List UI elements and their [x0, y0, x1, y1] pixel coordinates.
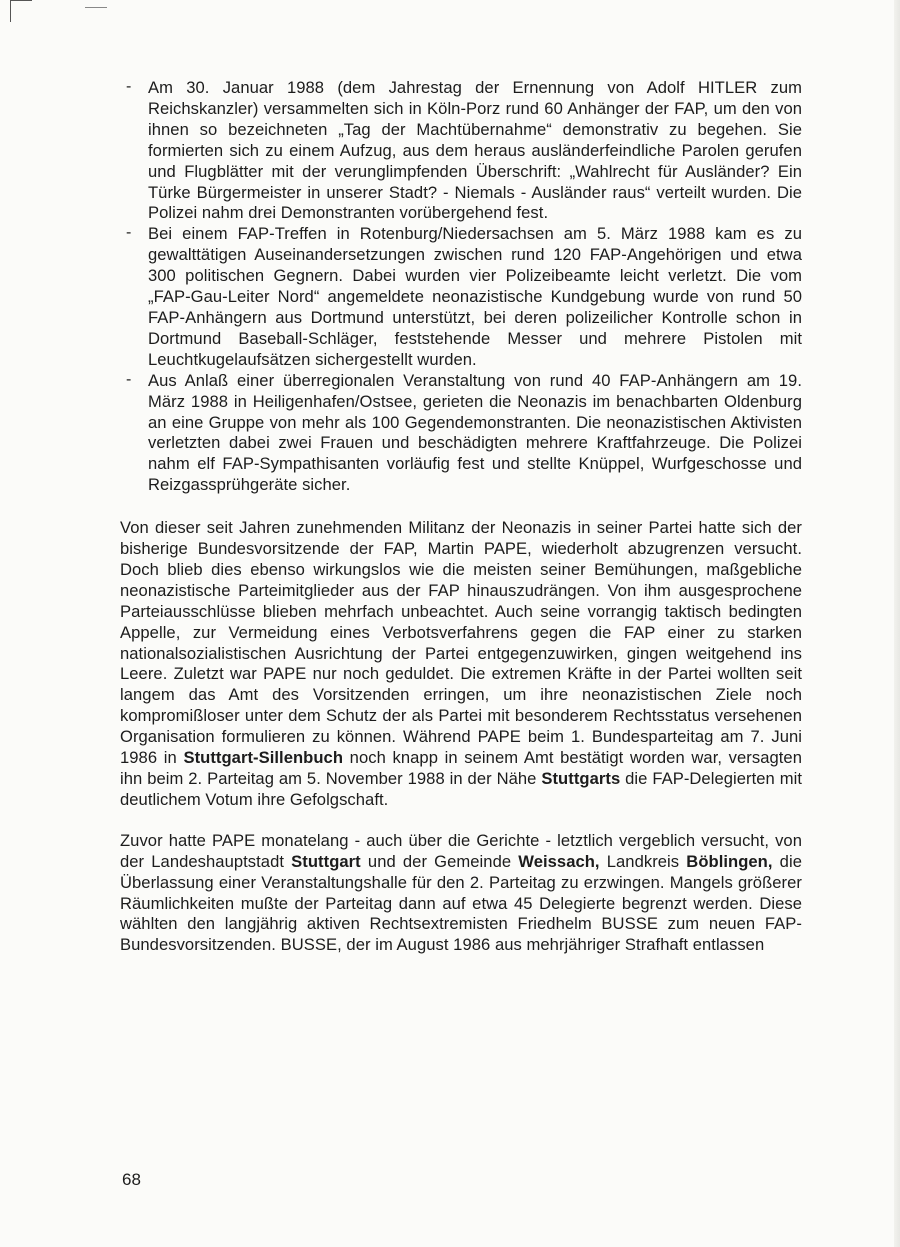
paragraph-busse	[120, 831, 802, 956]
paragraph-text: die FAP-Delegierten mit deutlichem Votum ihre Gefolgschaft.	[120, 769, 802, 809]
list-item	[120, 371, 802, 496]
paragraph-text: Von dieser seit Jahren zunehmenden Militanz der Neonazis in seiner Partei hatte sich der bisherige Bundesvorsitzende der FAP, Martin PAPE, wiederholt abzugrenzen versucht. Doch blieb dies ebenso wirkungslos wie die meisten seiner Bemühungen, maßgebliche neonazistische Parteimitglieder aus der FAP hinauszudrängen. Von ihm ausgesprochene Parteiausschlüsse blieben mehrfach unbeachtet. Auch seine vorrangig taktisch bedingten Appelle, zur Vermeidung eines Verbotsverfahrens gegen die FAP einer zu starken nationalsozialistischen Ausrichtung der Partei entgegenzuwirken, gingen weitgehend ins Leere. Zuletzt war PAPE nur noch geduldet. Die extremen Kräfte in der Partei wollten seit langem das Amt des Vorsitzenden erringen, um ihre neonazistischen Ziele noch kompromißloser unter dem Schutz der als Partei mit besonderem Rechtsstatus versehenen Organisation formulieren zu können. Während PAPE beim 1. Bundesparteitag am 7. Juni 1986 in	[120, 518, 802, 768]
crop-mark	[85, 7, 107, 8]
list-item	[120, 224, 802, 370]
paragraph-text: die Überlassung einer Veranstaltungshalle für den 2. Parteitag zu erzwingen. Mangels größerer Räumlichkeiten mußte der Parteitag dann auf etwa 45 Delegierte begrenzt werden. Diese wählten den langjährig aktiven Rechtsextremisten Friedhelm BUSSE zum neuen FAP-Bundesvorsitzenden. BUSSE, der im August 1986 aus mehrjähriger Strafhaft entlassen	[120, 851, 802, 955]
paragraph-text: Zuvor hatte PAPE monatelang - auch über die Gerichte - letztlich vergeblich versucht, von der Landeshauptstadt	[120, 830, 802, 871]
body-text	[120, 78, 802, 956]
list-dash: -	[126, 78, 132, 95]
bold-place: Weissach,	[518, 851, 600, 871]
bold-place: Stuttgart-Sillenbuch	[183, 748, 344, 768]
list-dash: -	[126, 224, 132, 242]
paragraph-text: noch knapp in seinem Amt bestätigt worden war, versagten ihn beim 2. Parteitag am 5. November 1988 in der Nähe	[120, 748, 802, 788]
page-edge	[894, 0, 900, 1247]
bold-place: Stuttgarts	[541, 769, 621, 788]
bold-place: Stuttgart	[291, 851, 361, 871]
crop-mark	[10, 0, 32, 1]
list-item-text: Bei einem FAP-Treffen in Rotenburg/Niedersachsen am 5. März 1988 kam es zu gewalttätigen Auseinandersetzungen zwischen rund 120 FAP-Angehörigen und etwa 300 politischen Gegnern. Dabei wurden vier Polizeibeamte leicht verletzt. Die vom „FAP-Gau-Leiter Nord“ angemeldete neonazistische Kundgebung wurde von rund 50 FAP-Anhängern aus Dortmund unterstützt, bei deren polizeilicher Kontrolle schon in Dortmund Baseball-Schläger, feststehende Messer und mehrere Pistolen mit Leuchtkugelaufsätzen sichergestellt wurden.	[148, 224, 802, 369]
incident-list	[120, 78, 802, 496]
list-item	[120, 78, 802, 224]
bold-place: Böblingen,	[686, 851, 773, 871]
paragraph-text: Landkreis	[599, 851, 687, 871]
crop-mark	[10, 0, 11, 22]
paragraph-pape	[120, 518, 802, 811]
list-item-text: Aus Anlaß einer überregionalen Veranstaltung von rund 40 FAP-Anhängern am 19. März 1988 in Heiligenhafen/Ostsee, gerieten die Neonazis im benachbarten Oldenburg an eine Gruppe von mehr als 100 Gegendemonstranten. Die neonazistischen Aktivisten verletzten dabei zwei Frauen und beschädigten mehrere Kraftfahrzeuge. Die Polizei nahm elf FAP-Sympathisanten vorläufig fest und stellte Knüppel, Wurfgeschosse und Reizgassprühgeräte sicher.	[148, 370, 802, 495]
list-item-text: Am 30. Januar 1988 (dem Jahrestag der Ernennung von Adolf HITLER zum Reichskanzler) versammelten sich in Köln-Porz rund 60 Anhänger der FAP, um den von ihnen so bezeichneten „Tag der Machtübernahme“ demonstrativ zu begehen. Sie formierten sich zu einem Aufzug, aus dem heraus ausländerfeindliche Parolen gerufen und Flugblätter mit der verunglimpfenden Überschrift: „Wahlrecht für Ausländer? Ein Türke Bürgermeister in unserer Stadt? - Niemals - Ausländer raus“ verteilt wurden. Die Polizei nahm drei Demonstranten vorübergehend fest.	[148, 78, 802, 223]
paragraph-text: und der Gemeinde	[360, 851, 519, 871]
page-number: 68	[122, 1170, 141, 1189]
list-dash: -	[126, 370, 132, 388]
